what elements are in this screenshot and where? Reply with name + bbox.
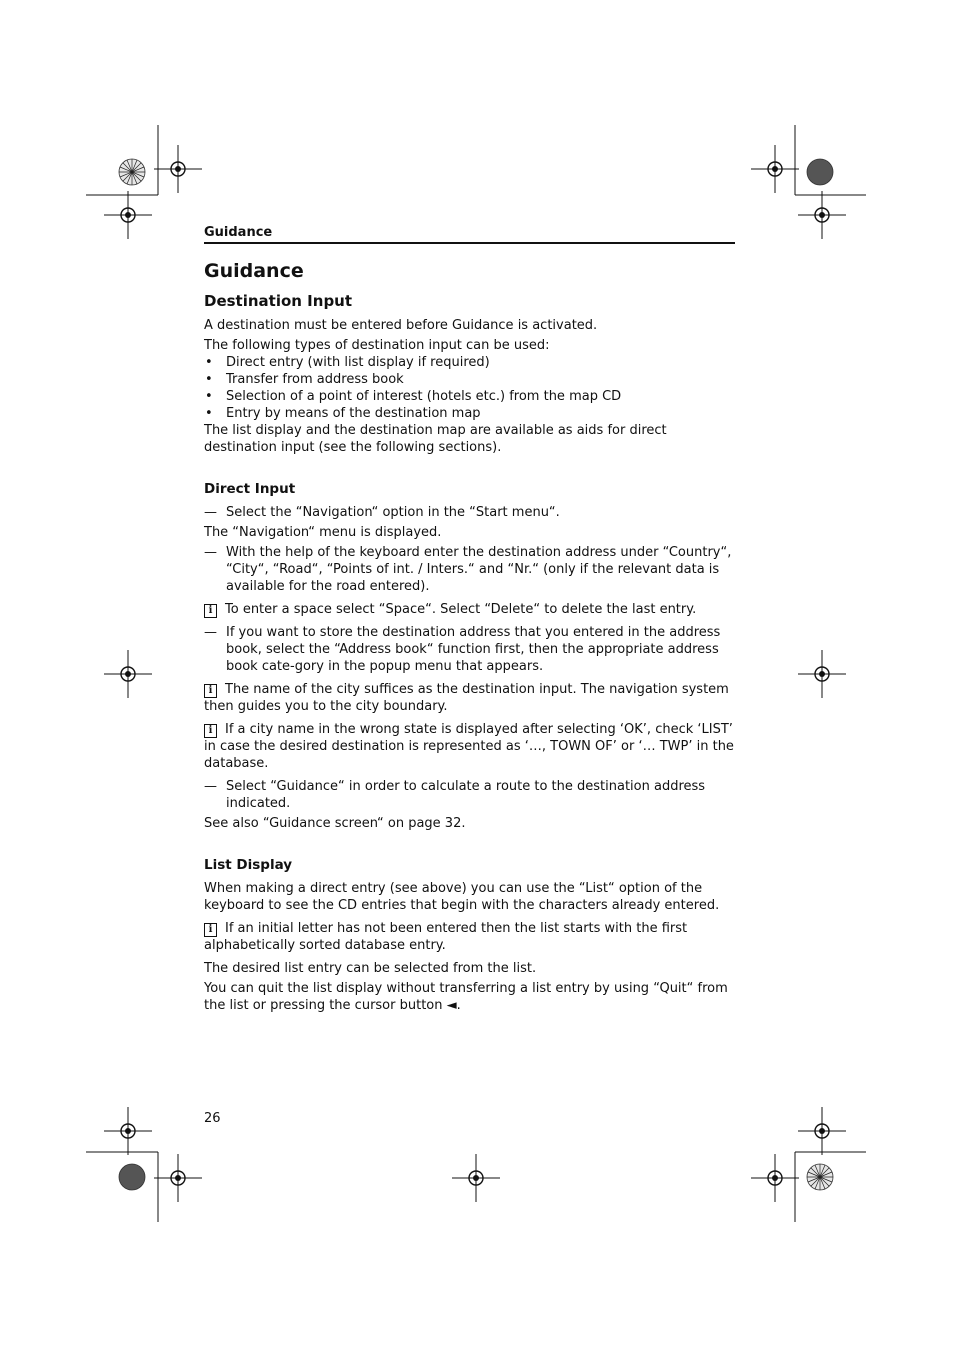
step-text: If you want to store the destination address that you entered in the address book, select the “Address book“ function first, then the appropriate address book cate-gory in the popup menu that appears. (226, 625, 721, 674)
subsection-heading-list-display: List Display (204, 857, 293, 873)
info-note (204, 920, 737, 954)
note-text: The name of the city suffices as the destination input. The navigation system then guides you to the city boundary. (204, 682, 729, 714)
page-title: Guidance (204, 260, 304, 282)
info-icon: i (204, 604, 217, 618)
step-text: Select “Guidance“ in order to calculate a route to the destination address indicated. (226, 779, 706, 811)
body-paragraph: You can quit the list display without transferring a list entry by using “Quit“ from the list or pressing the cursor button ◄. (204, 981, 728, 1013)
page-number: 26 (204, 1111, 221, 1126)
info-note (204, 721, 737, 772)
input-types-list (204, 354, 737, 422)
info-icon: i (204, 923, 217, 937)
result-text: The “Navigation“ menu is displayed. (204, 525, 442, 540)
list-item: • Selection of a point of interest (hotels etc.) from the map CD (204, 388, 737, 405)
list-item: • Direct entry (with list display if required) (204, 354, 737, 371)
info-icon: i (204, 684, 217, 698)
dash-marker: — (204, 625, 217, 640)
running-title: Guidance (204, 225, 273, 240)
see-also-text: See also “Guidance screen“ on page 32. (204, 816, 466, 831)
step-text: With the help of the keyboard enter the destination address under “Country“, “City“, “Road“, “Points of int. / Inters.“ and “Nr.“ (only if the relevant data is available for the road entered). (226, 545, 732, 594)
info-note (204, 681, 737, 715)
info-note (204, 601, 737, 618)
intro-after-paragraph: The list display and the destination map are available as aids for direct destination input (see the following sections). (204, 423, 667, 455)
note-text: If an initial letter has not been entered then the list starts with the first alphabetically sorted database entry. (204, 921, 688, 953)
instruction-step (204, 624, 737, 675)
instruction-step (204, 504, 737, 521)
instruction-step (204, 544, 737, 595)
running-header (204, 225, 735, 244)
note-text: If a city name in the wrong state is displayed after selecting ‘OK’, check ‘LIST’ in case the desired destination is represented as ‘…, TOWN OF’ or ‘… TWP’ in the database. (204, 722, 734, 771)
step-text: Select the “Navigation“ option in the “Start menu“. (226, 505, 560, 520)
body-paragraph: The desired list entry can be selected from the list. (204, 961, 537, 976)
subsection-heading-direct-input: Direct Input (204, 481, 296, 497)
info-icon: i (204, 724, 217, 738)
section-heading: Destination Input (204, 292, 353, 310)
instruction-step (204, 778, 737, 812)
note-text: To enter a space select “Space“. Select “Delete“ to delete the last entry. (225, 602, 697, 617)
list-item: • Transfer from address book (204, 371, 737, 388)
list-item: • Entry by means of the destination map (204, 405, 737, 422)
intro-paragraph: A destination must be entered before Guidance is activated. (204, 318, 598, 333)
dash-marker: — (204, 505, 217, 520)
dash-marker: — (204, 779, 217, 794)
intro-paragraph: The following types of destination input can be used: (204, 338, 550, 353)
body-paragraph: When making a direct entry (see above) you can use the “List“ option of the keyboard to see the CD entries that begin with the characters already entered. (204, 881, 720, 913)
dash-marker: — (204, 545, 217, 560)
page-content (204, 260, 737, 1017)
starburst-mark-top-left (119, 159, 145, 185)
